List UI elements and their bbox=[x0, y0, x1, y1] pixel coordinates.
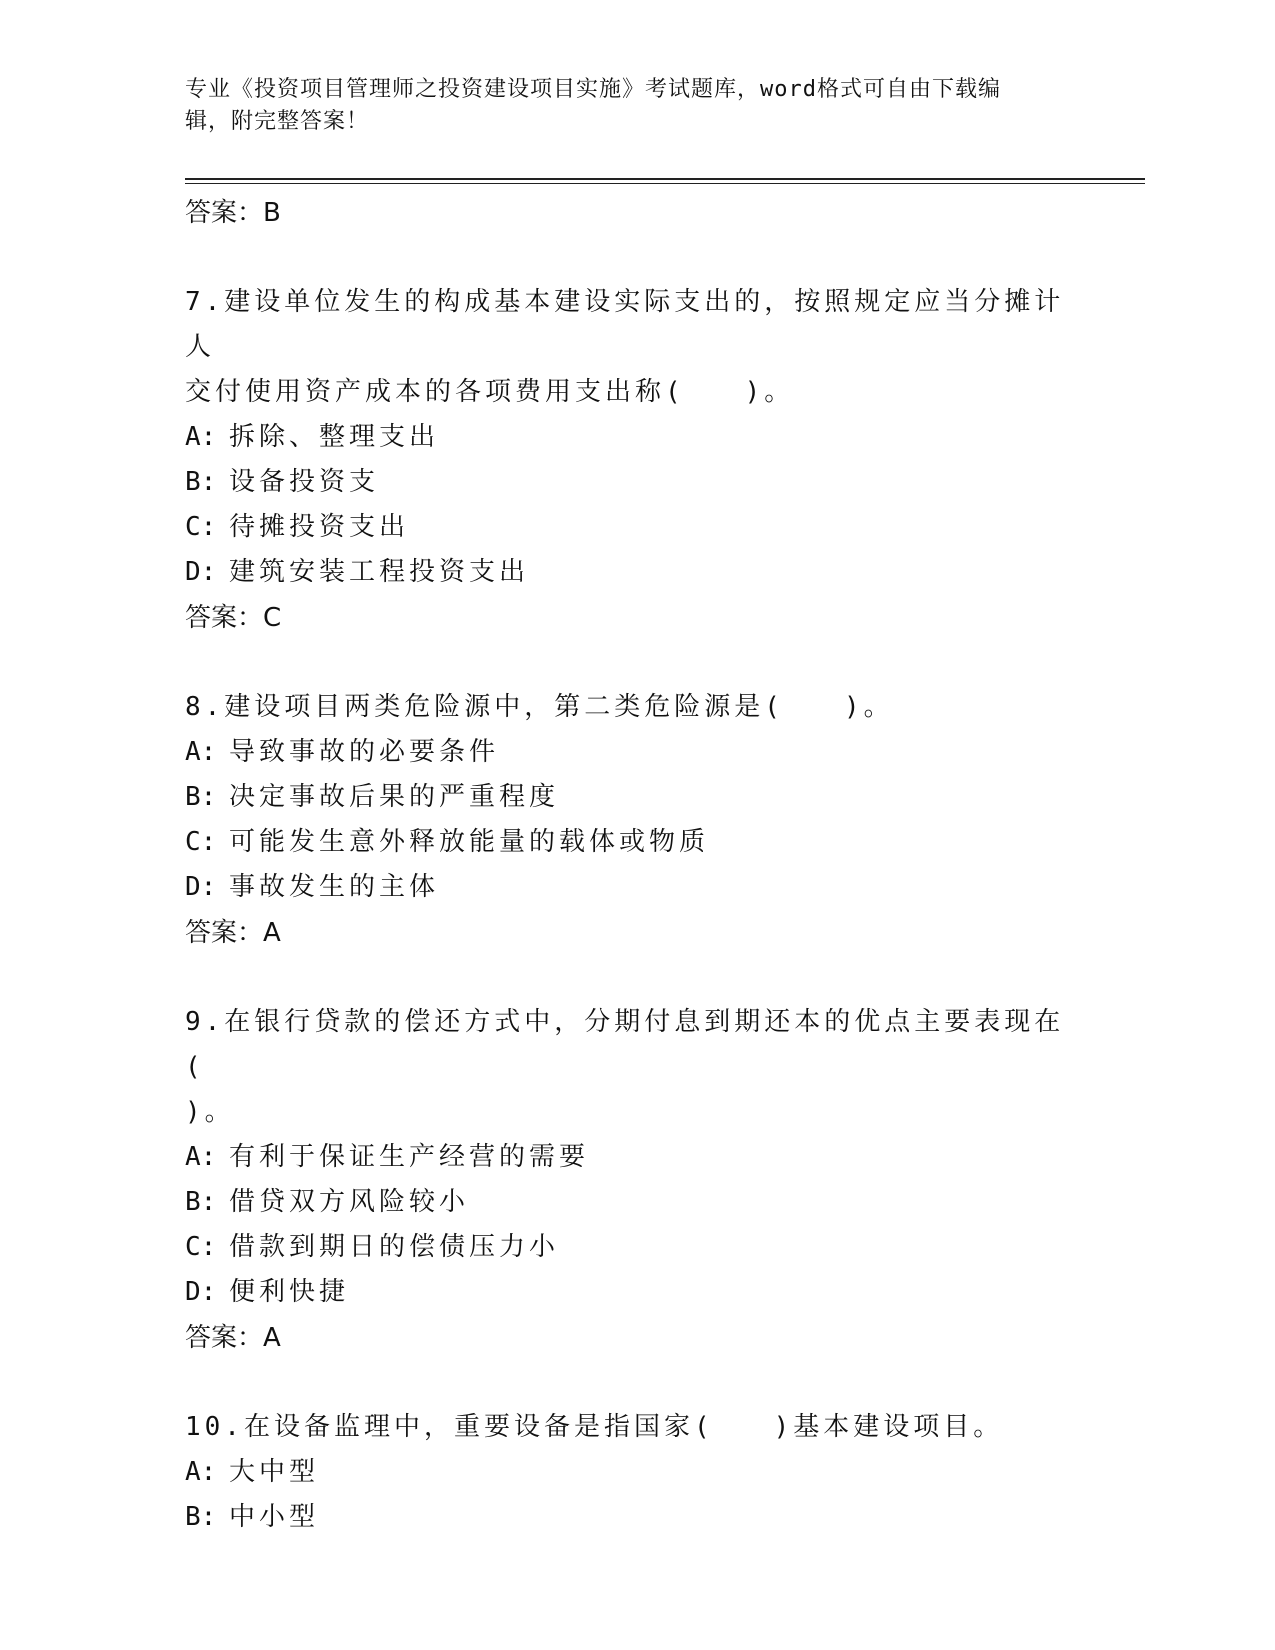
option-row bbox=[185, 775, 1065, 820]
option-row bbox=[185, 550, 1065, 595]
answer-line: 答案：B bbox=[185, 198, 281, 228]
question-stem-line: 7.建设单位发生的构成基本建设实际支出的，按照规定应当分摊计人 bbox=[185, 287, 1065, 362]
answer-line: 答案：A bbox=[185, 1323, 281, 1353]
option-row bbox=[185, 1450, 1065, 1495]
question-block bbox=[185, 1000, 1065, 1361]
option-label: A: bbox=[185, 422, 217, 452]
option-label: D: bbox=[185, 1277, 217, 1307]
option-label: B: bbox=[185, 782, 217, 812]
option-text: 待摊投资支出 bbox=[229, 512, 410, 542]
answer-line: 答案：C bbox=[185, 603, 282, 633]
question-stem bbox=[185, 1000, 1065, 1135]
option-label: D: bbox=[185, 557, 217, 587]
option-label: A: bbox=[185, 737, 217, 767]
questions-container bbox=[185, 280, 1065, 1540]
option-label: A: bbox=[185, 1142, 217, 1172]
option-label: B: bbox=[185, 1187, 217, 1217]
question-list bbox=[185, 190, 1065, 1540]
option-label: C: bbox=[185, 1232, 217, 1262]
option-text: 便利快捷 bbox=[229, 1277, 350, 1307]
option-text: 借款到期日的偿债压力小 bbox=[229, 1232, 560, 1262]
option-text: 大中型 bbox=[229, 1457, 320, 1487]
question-stem-line: )。 bbox=[185, 1097, 235, 1127]
question-stem-line: 8.建设项目两类危险源中，第二类危险源是( )。 bbox=[185, 692, 894, 722]
option-label: C: bbox=[185, 827, 217, 857]
option-text: 中小型 bbox=[229, 1502, 320, 1532]
option-text: 可能发生意外释放能量的载体或物质 bbox=[229, 827, 710, 857]
option-text: 导致事故的必要条件 bbox=[229, 737, 500, 767]
option-label: D: bbox=[185, 872, 217, 902]
option-label: C: bbox=[185, 512, 217, 542]
header-divider-thin bbox=[185, 183, 1145, 184]
header-line-1: 专业《投资项目管理师之投资建设项目实施》考试题库，word格式可自由下载编 bbox=[185, 77, 1001, 102]
option-row bbox=[185, 730, 1065, 775]
header-line-2: 辑，附完整答案！ bbox=[185, 109, 370, 134]
option-text: 事故发生的主体 bbox=[229, 872, 440, 902]
option-label: B: bbox=[185, 1502, 217, 1532]
option-text: 决定事故后果的严重程度 bbox=[229, 782, 560, 812]
option-text: 拆除、整理支出 bbox=[229, 422, 440, 452]
question-stem bbox=[185, 685, 1065, 730]
option-row bbox=[185, 865, 1065, 910]
option-text: 借贷双方风险较小 bbox=[229, 1187, 470, 1217]
question-stem-line: 交付使用资产成本的各项费用支出称( )。 bbox=[185, 377, 795, 407]
option-label: A: bbox=[185, 1457, 217, 1487]
option-label: B: bbox=[185, 467, 217, 497]
question-stem-line: 10.在设备监理中，重要设备是指国家( )基本建设项目。 bbox=[185, 1412, 1004, 1442]
option-row bbox=[185, 1180, 1065, 1225]
header-divider-thick bbox=[185, 178, 1145, 180]
option-text: 建筑安装工程投资支出 bbox=[229, 557, 530, 587]
option-row bbox=[185, 415, 1065, 460]
document-header bbox=[185, 74, 1065, 138]
question-block bbox=[185, 280, 1065, 641]
option-row bbox=[185, 1225, 1065, 1270]
option-row bbox=[185, 1495, 1065, 1540]
option-row bbox=[185, 820, 1065, 865]
option-row bbox=[185, 460, 1065, 505]
option-row bbox=[185, 1270, 1065, 1315]
question-stem bbox=[185, 280, 1065, 415]
question-stem bbox=[185, 1405, 1065, 1450]
question-block bbox=[185, 685, 1065, 956]
answer-line: 答案：A bbox=[185, 918, 281, 948]
option-row bbox=[185, 505, 1065, 550]
option-row bbox=[185, 1135, 1065, 1180]
option-text: 有利于保证生产经营的需要 bbox=[229, 1142, 590, 1172]
question-block bbox=[185, 1405, 1065, 1540]
option-text: 设备投资支 bbox=[229, 467, 380, 497]
question-stem-line: 9.在银行贷款的偿还方式中，分期付息到期还本的优点主要表现在( bbox=[185, 1007, 1065, 1082]
